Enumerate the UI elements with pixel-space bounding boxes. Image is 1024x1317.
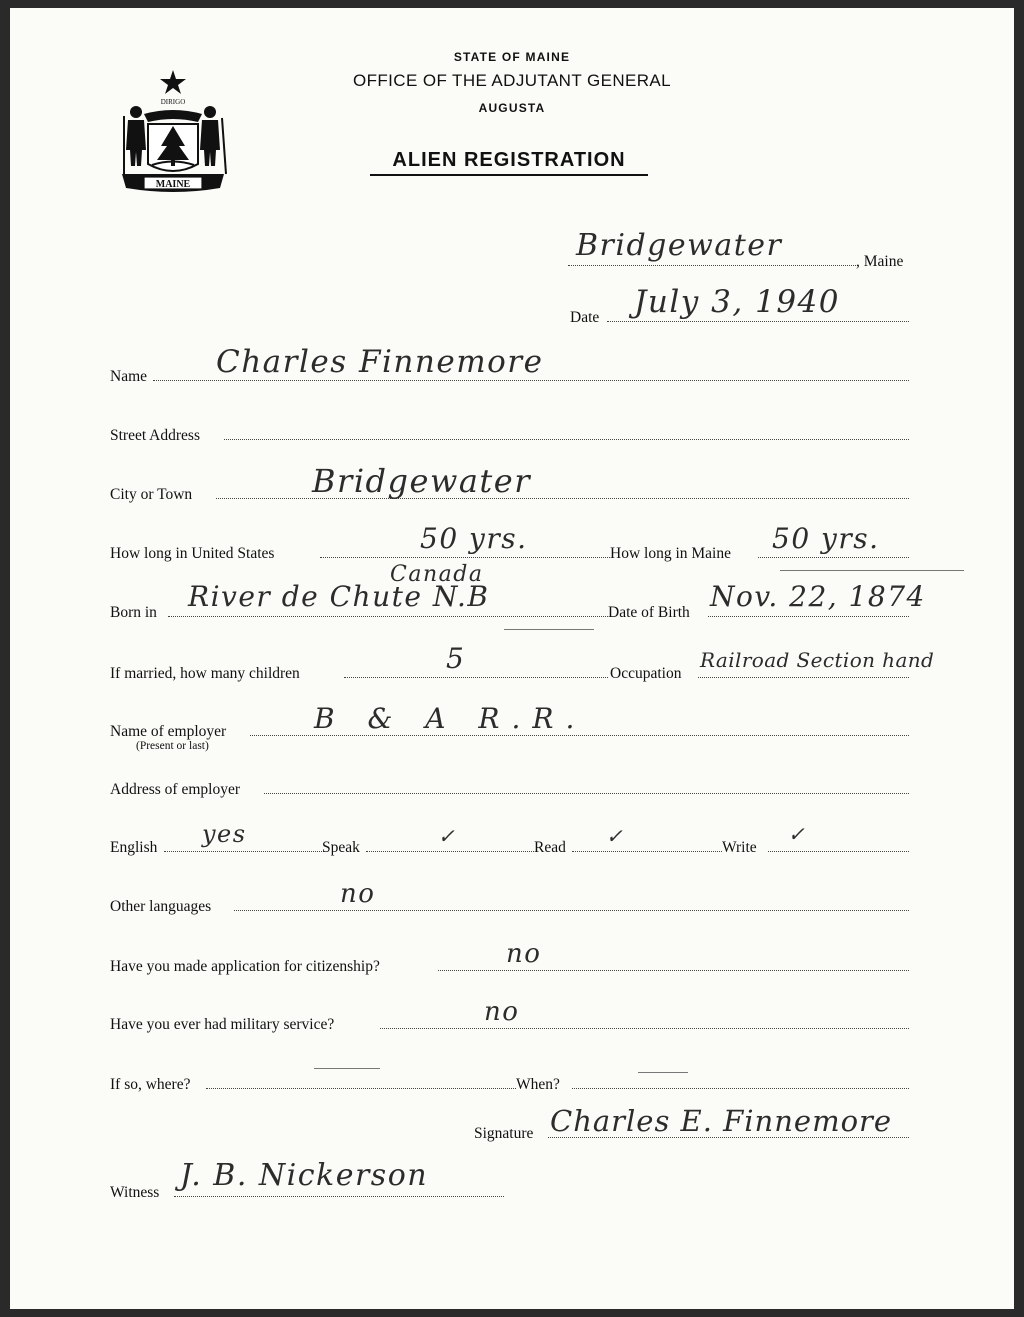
signature-value: Charles E. Finnemore: [550, 1104, 893, 1138]
where-dash-mark: [314, 1068, 380, 1069]
write-label: Write: [722, 839, 757, 856]
read-value: ✓: [606, 824, 625, 848]
street-address-line: [224, 439, 909, 440]
speak-line: [366, 851, 534, 852]
read-line: [572, 851, 722, 852]
where-label: If so, where?: [110, 1076, 191, 1093]
children-value: 5: [446, 642, 466, 675]
speak-value: ✓: [438, 824, 457, 848]
seal-motto: DIRIGO: [160, 98, 186, 106]
date-of-birth-line: [708, 616, 909, 617]
registration-form: [10, 8, 1014, 1309]
citizenship-value: no: [506, 939, 542, 969]
date-value: July 3, 1940: [634, 284, 840, 320]
children-line: [344, 677, 608, 678]
how-long-maine-line: [758, 557, 909, 558]
occupation-value: Railroad Section hand: [700, 648, 935, 672]
date-label: Date: [570, 309, 600, 326]
maine-underline-mark: [780, 570, 964, 571]
employer-line: [250, 735, 909, 736]
how-long-us-line: [320, 557, 610, 558]
header-office: OFFICE OF THE ADJUTANT GENERAL: [352, 71, 672, 90]
english-line: [164, 851, 324, 852]
when-label: When?: [516, 1076, 560, 1093]
other-languages-line: [234, 910, 909, 911]
children-label: If married, how many children: [110, 665, 300, 682]
maine-label: , Maine: [856, 253, 904, 270]
occupation-line: [698, 677, 909, 678]
how-long-maine-value: 50 yrs.: [772, 522, 880, 555]
citizenship-label: Have you made application for citizenship?: [110, 958, 380, 975]
citizenship-line: [438, 970, 909, 971]
seal-banner: MAINE: [155, 179, 191, 190]
title-underline: [370, 174, 648, 176]
employer-address-label: Address of employer: [110, 781, 240, 798]
employer-address-line: [264, 793, 909, 794]
employer-sublabel: (Present or last): [136, 740, 209, 752]
witness-label: Witness: [110, 1184, 160, 1201]
when-line: [572, 1088, 909, 1089]
employer-value: B & A R.R.: [314, 702, 587, 735]
city-value: Bridgewater: [312, 462, 532, 500]
where-line: [206, 1088, 516, 1089]
other-languages-value: no: [340, 879, 376, 909]
english-label: English: [110, 839, 158, 856]
city-label: City or Town: [110, 486, 193, 503]
english-value: yes: [202, 820, 247, 848]
born-country-value: Canada: [390, 562, 484, 587]
header-city: AUGUSTA: [478, 101, 546, 115]
signature-label: Signature: [474, 1125, 534, 1142]
how-long-maine-label: How long in Maine: [610, 545, 731, 562]
witness-value: J. B. Nickerson: [180, 1158, 429, 1193]
witness-line: [174, 1196, 504, 1197]
born-in-value: River de Chute N.B: [188, 580, 490, 613]
employer-label: Name of employer: [110, 723, 227, 740]
name-value: Charles Finnemore: [216, 344, 544, 380]
town-line: [568, 265, 856, 266]
military-label: Have you ever had military service?: [110, 1016, 335, 1033]
military-value: no: [484, 997, 520, 1027]
town-value: Bridgewater: [576, 228, 783, 263]
form-title: ALIEN REGISTRATION: [392, 149, 626, 171]
speak-label: Speak: [322, 839, 360, 856]
occupation-label: Occupation: [610, 665, 682, 682]
when-dash-mark: [638, 1072, 688, 1073]
write-value: ✓: [788, 822, 807, 846]
date-line: [607, 321, 909, 322]
read-label: Read: [534, 839, 566, 856]
header-state: STATE OF MAINE: [453, 50, 571, 64]
street-address-label: Street Address: [110, 427, 200, 444]
write-line: [768, 851, 909, 852]
born-underline-mark: [504, 629, 594, 630]
date-of-birth-label: Date of Birth: [608, 604, 690, 621]
how-long-us-label: How long in United States: [110, 545, 275, 562]
military-line: [380, 1028, 909, 1029]
date-of-birth-value: Nov. 22, 1874: [710, 580, 926, 613]
name-label: Name: [110, 368, 148, 385]
other-languages-label: Other languages: [110, 898, 212, 915]
born-in-line: [168, 616, 608, 617]
how-long-us-value: 50 yrs.: [420, 522, 528, 555]
name-line: [153, 380, 909, 381]
born-in-label: Born in: [110, 604, 157, 621]
